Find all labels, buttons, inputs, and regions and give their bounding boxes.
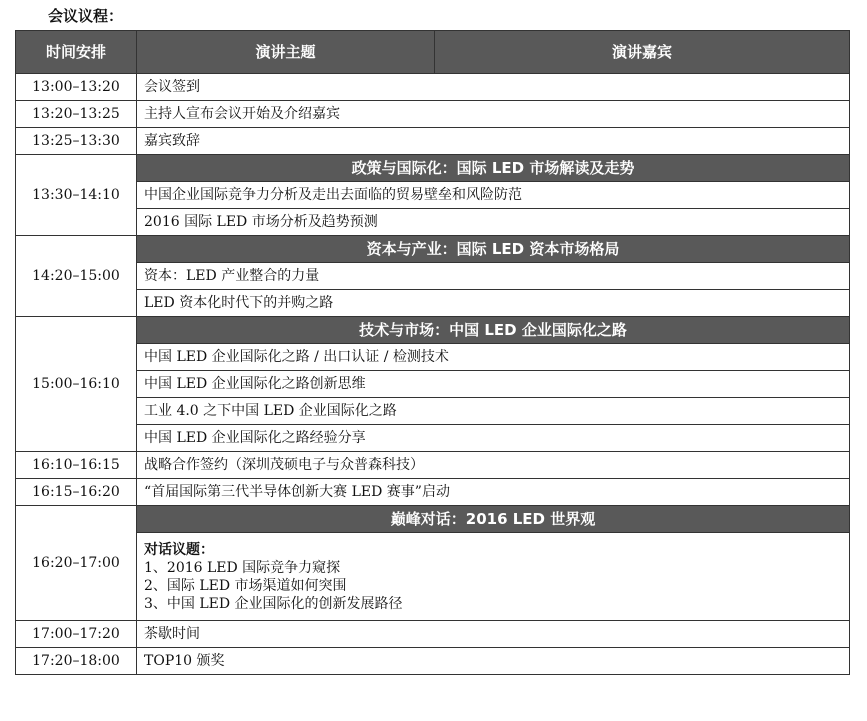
time-cell: 15:00–16:10 <box>16 317 137 452</box>
table-row <box>16 236 850 263</box>
time-cell: 13:25–13:30 <box>16 128 137 155</box>
topic-cell: 茶歇时间 <box>137 621 850 648</box>
dialogue-item: 2、国际 LED 市场渠道如何突围 <box>144 577 347 594</box>
topic-cell: 2016 国际 LED 市场分析及趋势预测 <box>137 209 850 236</box>
agenda-table <box>15 30 850 675</box>
topic-cell: 会议签到 <box>137 74 850 101</box>
time-cell: 16:20–17:00 <box>16 506 137 621</box>
table-row <box>16 398 850 425</box>
table-row <box>16 533 850 621</box>
table-row <box>16 621 850 648</box>
topic-cell: 中国 LED 企业国际化之路创新思维 <box>137 371 850 398</box>
topic-cell: 主持人宣布会议开始及介绍嘉宾 <box>137 101 850 128</box>
topic-cell: 工业 4.0 之下中国 LED 企业国际化之路 <box>137 398 850 425</box>
table-row <box>16 128 850 155</box>
section-header: 资本与产业：国际 LED 资本市场格局 <box>137 236 850 263</box>
table-row <box>16 155 850 182</box>
table-row <box>16 344 850 371</box>
time-cell: 17:00–17:20 <box>16 621 137 648</box>
table-row <box>16 452 850 479</box>
table-row <box>16 290 850 317</box>
topic-cell: 中国 LED 企业国际化之路 / 出口认证 / 检测技术 <box>137 344 850 371</box>
topic-cell: 战略合作签约（深圳茂硕电子与众普森科技） <box>137 452 850 479</box>
dialogue-item: 3、中国 LED 企业国际化的创新发展路径 <box>144 595 403 612</box>
table-row <box>16 74 850 101</box>
topic-cell: 中国 LED 企业国际化之路经验分享 <box>137 425 850 452</box>
time-cell: 16:10–16:15 <box>16 452 137 479</box>
dialogue-item: 1、2016 LED 国际竞争力窥探 <box>144 559 341 576</box>
table-row <box>16 479 850 506</box>
topic-cell: 嘉宾致辞 <box>137 128 850 155</box>
topic-cell: 中国企业国际竞争力分析及走出去面临的贸易壁垒和风险防范 <box>137 182 850 209</box>
time-cell: 13:20–13:25 <box>16 101 137 128</box>
dialogue-cell <box>137 533 850 621</box>
section-header: 巅峰对话：2016 LED 世界观 <box>137 506 850 533</box>
table-row <box>16 263 850 290</box>
table-row <box>16 317 850 344</box>
time-cell: 16:15–16:20 <box>16 479 137 506</box>
header-row <box>16 31 850 74</box>
header-time: 时间安排 <box>16 31 137 74</box>
topic-cell: “首届国际第三代半导体创新大赛 LED 赛事”启动 <box>137 479 850 506</box>
time-cell: 17:20–18:00 <box>16 648 137 675</box>
time-cell: 14:20–15:00 <box>16 236 137 317</box>
table-row <box>16 209 850 236</box>
table-row <box>16 425 850 452</box>
table-row <box>16 648 850 675</box>
table-row <box>16 506 850 533</box>
topic-cell: LED 资本化时代下的并购之路 <box>137 290 850 317</box>
table-row <box>16 371 850 398</box>
table-row <box>16 101 850 128</box>
section-header: 技术与市场：中国 LED 企业国际化之路 <box>137 317 850 344</box>
time-cell: 13:00–13:20 <box>16 74 137 101</box>
dialogue-title: 对话议题： <box>144 541 214 558</box>
header-topic: 演讲主题 <box>137 31 435 74</box>
topic-cell: 资本：LED 产业整合的力量 <box>137 263 850 290</box>
time-cell: 13:30–14:10 <box>16 155 137 236</box>
table-row <box>16 182 850 209</box>
topic-cell: TOP10 颁奖 <box>137 648 850 675</box>
agenda-heading: 会议议程： <box>48 7 124 25</box>
header-speaker: 演讲嘉宾 <box>435 31 850 74</box>
section-header: 政策与国际化：国际 LED 市场解读及走势 <box>137 155 850 182</box>
